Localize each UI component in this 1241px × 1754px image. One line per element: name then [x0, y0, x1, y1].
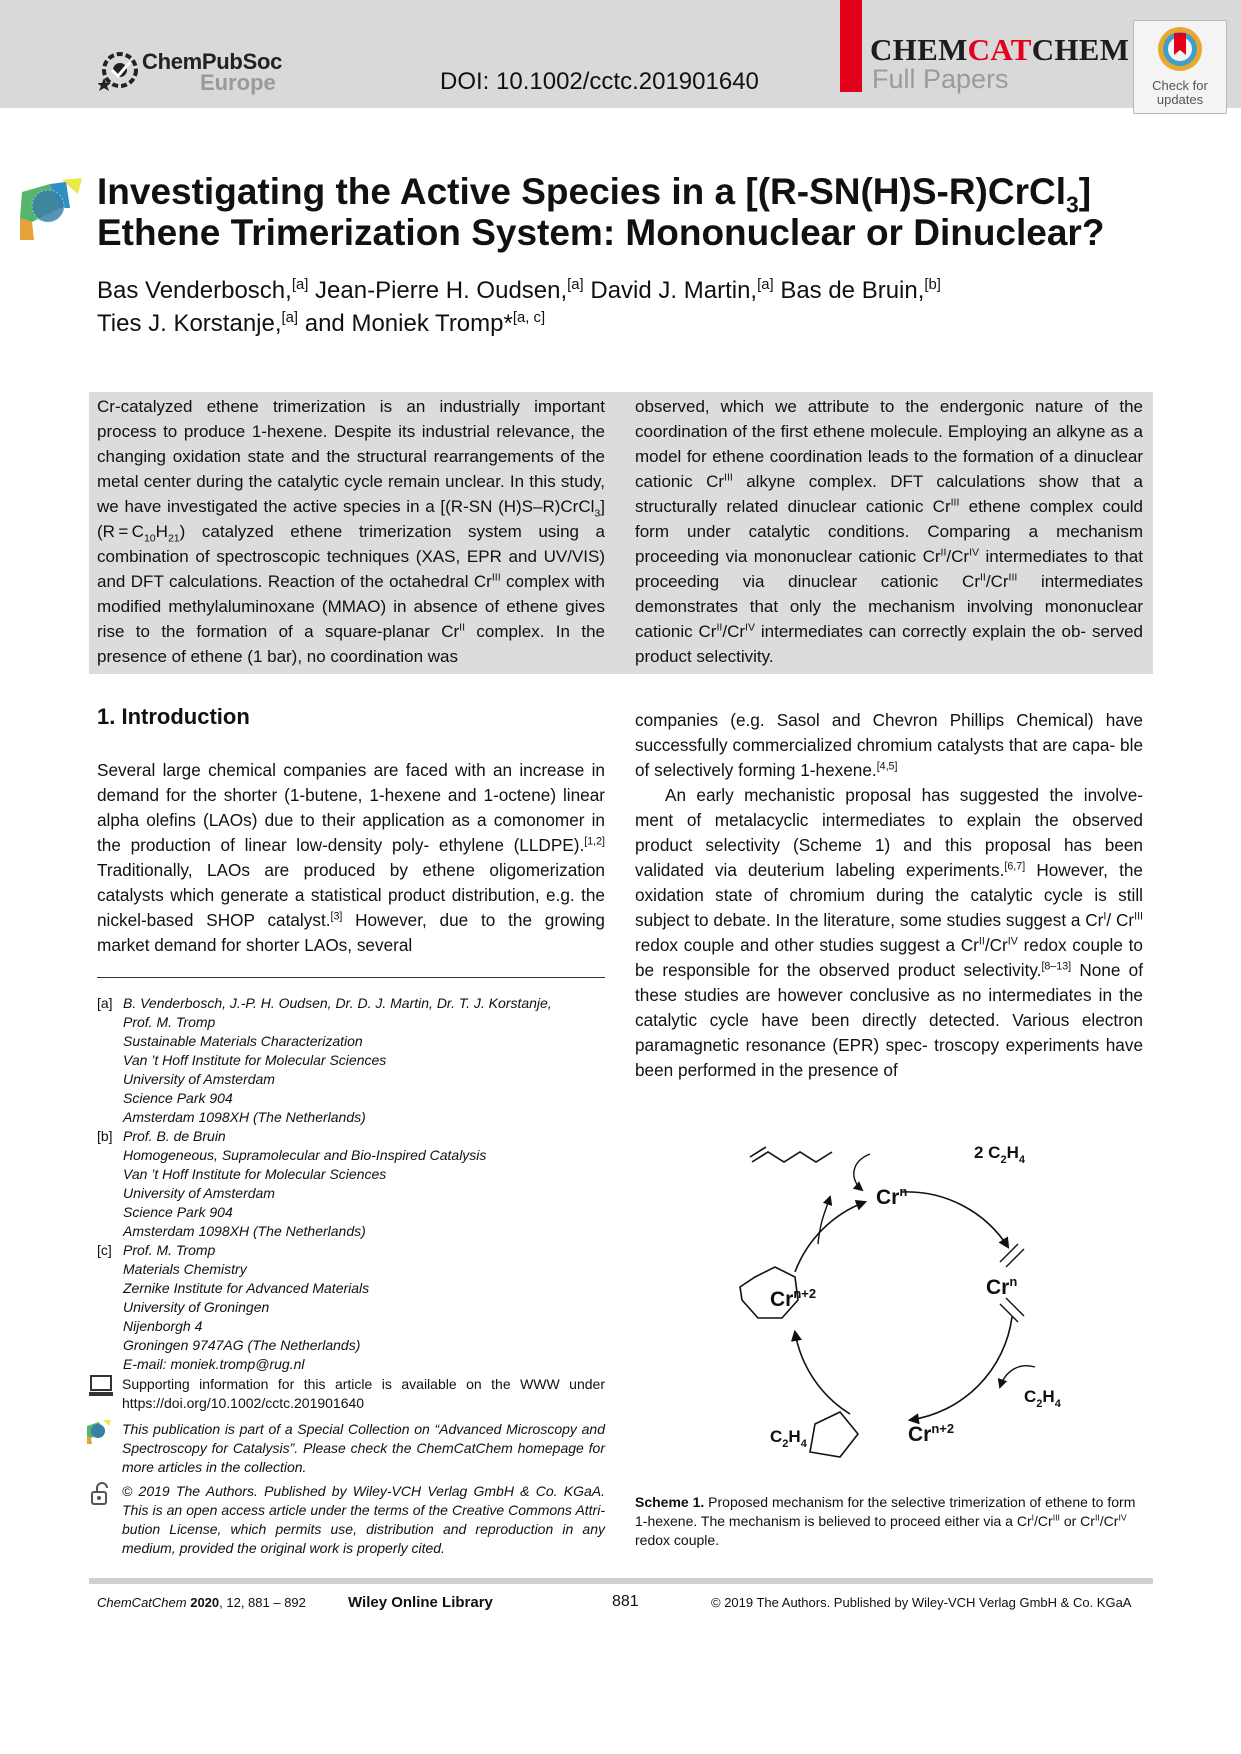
metallacyclopentane-ring: [810, 1412, 858, 1457]
page-number: 881: [612, 1593, 639, 1610]
affiliation-c: [c] Prof. M. Tromp Materials Chemistry Zernike Institute for Advanced Materials University of Groningen Nijenborgh 4 Groningen 9747AG (The Netherlands) E-mail: moniek.tromp@rug.nl: [97, 1241, 605, 1374]
license-note: © 2019 The Authors. Published by Wiley-VCH Verlag GmbH & Co. KGaA. This is an open access article under the terms of the Creative Commons Attri- bution License, which permits use, distribution and reproduction in any medium, provided the original work is properly cited.: [122, 1483, 605, 1556]
author-name[interactable]: Bas Venderbosch,: [97, 277, 292, 304]
journal-name-part2: CAT: [967, 32, 1032, 67]
special-collection-note: This publication is part of a Special Collection on “Advanced Microscopy and Spectroscopy for Catalysis”. Please check the ChemCatChem homepage for more articles in the collection.: [122, 1421, 605, 1475]
journal-name-part3: CHEM: [1031, 32, 1130, 67]
contact-email[interactable]: E-mail: moniek.tromp@rug.nl: [123, 1356, 305, 1372]
intro-right-paragraph-1: companies (e.g. Sasol and Chevron Phillips Chemical) have successfully commercialized chromium catalysts that are capa- ble of selectively forming 1-hexene.[4,5]: [635, 710, 1143, 780]
article-title: Investigating the Active Species in a [(R-SN(H)S-R)CrCl$_3$] Ethene Trimerization System: Mononuclear or Dinuclear?: [97, 171, 1105, 253]
wiley-online-library-link[interactable]: Wiley Online Library: [348, 1594, 493, 1611]
citation-ref[interactable]: [4,5]: [876, 760, 898, 773]
cr-bottom-label: $Cr^{n+2}$: [908, 1421, 955, 1446]
footer-divider: [89, 1578, 1153, 1584]
author-name[interactable]: David J. Martin,: [590, 277, 758, 304]
publisher-name: ChemPubSoc: [142, 49, 283, 74]
author-affiliation: [a]: [757, 277, 774, 293]
section-type: Full Papers: [872, 64, 1009, 94]
author-name[interactable]: and Moniek Tromp*: [304, 310, 513, 337]
citation-ref[interactable]: [6,7]: [1004, 860, 1026, 873]
footer-citation: ChemCatChem 2020, 12, 881 – 892: [97, 1595, 306, 1610]
cycle-arc-bottom-left: [795, 1332, 850, 1414]
hexene-molecule: [752, 1152, 832, 1162]
abstract-right-column: observed, which we attribute to the endergonic nature of the coordination of the first ethene molecule. Employing an alkyne as a model for ethene coordination leads to the formation of a dinuclear cationic $Cr^{III}$ alkyne complex. DFT calculations show that a structurally related dinuclear cationic $Cr^{III}$ ethene complex could form under catalytic conditions. Comparing a mechanism proceeding via mononuclear cationic $Cr^{II}/Cr^{IV}$ intermediates to that proceeding via dinuclear cationic $Cr^{II}/Cr^{III}$ intermediates demonstrates that only the mechanism involving mononuclear cationic $Cr^{II}/Cr^{IV}$ intermediates can correctly explain the ob- served product selectivity.: [635, 397, 1144, 666]
author-affiliation: [a]: [291, 277, 309, 293]
cycle-arc-right-bottom: [910, 1317, 1012, 1420]
journal-name-part1: CHEM: [870, 32, 968, 67]
reagent-top-label: 2 $C_2H_4$: [974, 1143, 1025, 1166]
citation-ref[interactable]: [8–13]: [1041, 960, 1072, 973]
intro-right-paragraph-2: An early mechanistic proposal has suggested the involve- ment of metalacyclic intermediates to explain the observed product selectivity (Scheme 1) and this proposal has been validated via deuterium labeling experiments.[6,7] However, the oxidation state of chromium during the catalytic cycle is still subject to debate. In the literature, some studies suggest a $Cr^I/$ $Cr^{III}$ redox couple and other studies suggest a $Cr^{II}/Cr^{IV}$ redox couple to be responsible for the observed product selectivity.[8–13] None of these studies are however conclusive as no intermediates in the catalytic cycle have been directly detected. Various electron paramagnetic resonance (EPR) spec- troscopy experiments have been performed in the presence of: [635, 785, 1143, 1080]
check-for-updates-button[interactable]: [1133, 20, 1227, 114]
check-for-updates-label: Check for updates: [1152, 78, 1208, 107]
doi-link[interactable]: DOI: 10.1002/cctc.201901640: [440, 68, 759, 95]
author-affiliation: [a]: [281, 310, 299, 326]
chempubsoc-logo-icon: [98, 48, 142, 92]
publisher-region: Europe: [200, 70, 276, 95]
supporting-info-note[interactable]: Supporting information for this article is available on the WWW under https://doi.org/10.1002/cctc.201901640: [122, 1376, 605, 1411]
open-access-lock-icon: [89, 1482, 113, 1506]
special-collection-icon: [20, 178, 82, 240]
cr-left-label: $Cr^{n+2}$: [770, 1286, 817, 1311]
scheme-caption: Scheme 1. Proposed mechanism for the selective trimerization of ethene to form 1-hexene. The mechanism is believed to proceed either via a $Cr^I/Cr^{III}$ or $Cr^{II}/Cr^{IV}$ redox couple.: [635, 1494, 1136, 1548]
cr-right-label: Cr$^n$: [986, 1274, 1018, 1299]
author-affiliation: [a, c]: [512, 310, 546, 326]
check-for-updates-icon: [1134, 21, 1226, 77]
section-heading: 1. Introduction: [97, 704, 250, 729]
scheme-1-figure: [700, 1132, 1100, 1472]
special-collection-small-icon: [87, 1420, 111, 1444]
affiliations: [97, 994, 605, 1374]
author-affiliation: [b]: [924, 277, 941, 293]
cr-top-label: Cr$^n$: [876, 1184, 908, 1209]
author-affiliation: [a]: [567, 277, 584, 293]
abstract-left-column: Cr-catalyzed ethene trimerization is an industrially important process to produce 1-hexene. Despite its industrial relevance, the changing oxidation state and the structural rearrangements of the metal center during the catalytic cycle remain unclear. In this study, we have investigated the active species in a [(R-SN (H)S–R)CrCl$_3$] $(R = C_{10}H_{21})$ catalyzed ethene trimerization system using a combination of spectroscopic techniques (XAS, EPR and UV/VIS) and DFT calculations. Reaction of the octahedral $Cr^{III}$ complex with modified methylaluminoxane (MMAO) in absence of ethene gives rise to the formation of a square-planar $Cr^{II}$ complex. In the presence of ethene (1 bar), no coordination was: [97, 397, 606, 666]
affiliation-b: [b] Prof. B. de Bruin Homogeneous, Supramolecular and Bio-Inspired Catalysis Van ’t Hoff Institute for Molecular Sciences University of Amsterdam Science Park 904 Amsterdam 1098XH (The Netherlands): [97, 1128, 487, 1239]
author-list: [97, 274, 1157, 340]
footnote-divider: [97, 977, 605, 978]
ethene-in-arrow-right: [1000, 1366, 1035, 1387]
cycle-arc-top-right: [902, 1192, 1008, 1247]
intro-left-paragraph: Several large chemical companies are faced with an increase in demand for the shorter (1-butene, 1-hexene and 1-octene) linear alpha olefins (LAOs) due to their application as a comonomer in the production of linear low-density poly- ethylene (LLDPE).[1,2] Traditionally, LAOs are produced by ethene oligomerization catalysts which generate a statistical product distribution, e.g. the nickel-based SHOP catalyst.[3] However, due to the growing market demand for shorter LAOs, several: [97, 760, 605, 955]
reagent-right-label: $C_2H_4$: [1024, 1387, 1061, 1410]
author-name[interactable]: Bas de Bruin,: [780, 277, 925, 304]
author-name[interactable]: Jean-Pierre H. Oudsen,: [315, 277, 568, 304]
citation-ref[interactable]: [1,2]: [584, 835, 605, 848]
citation-ref[interactable]: [3]: [330, 910, 343, 923]
reagent-left-label: $C_2H_4$: [770, 1427, 807, 1450]
author-name[interactable]: Ties J. Korstanje,: [97, 310, 282, 337]
hexene-out-arrow: [818, 1197, 830, 1244]
journal-name: [870, 32, 1129, 68]
journal-red-bar: [840, 0, 862, 92]
computer-icon: [89, 1374, 113, 1398]
cycle-arc-left-top: [795, 1202, 865, 1272]
ethene-in-arrow-top: [854, 1154, 870, 1190]
affiliation-a: [a] B. Venderbosch, J.-P. H. Oudsen, Dr. D. J. Martin, Dr. T. J. Korstanje, Prof. M. Tromp Sustainable Materials Characterization Van ’t Hoff Institute for Molecular Sciences University of Amsterdam Science Park 904 Amsterdam 1098XH (The Netherlands): [97, 995, 552, 1125]
footer-copyright: © 2019 The Authors. Published by Wiley-VCH Verlag GmbH & Co. KGaA: [711, 1595, 1132, 1610]
